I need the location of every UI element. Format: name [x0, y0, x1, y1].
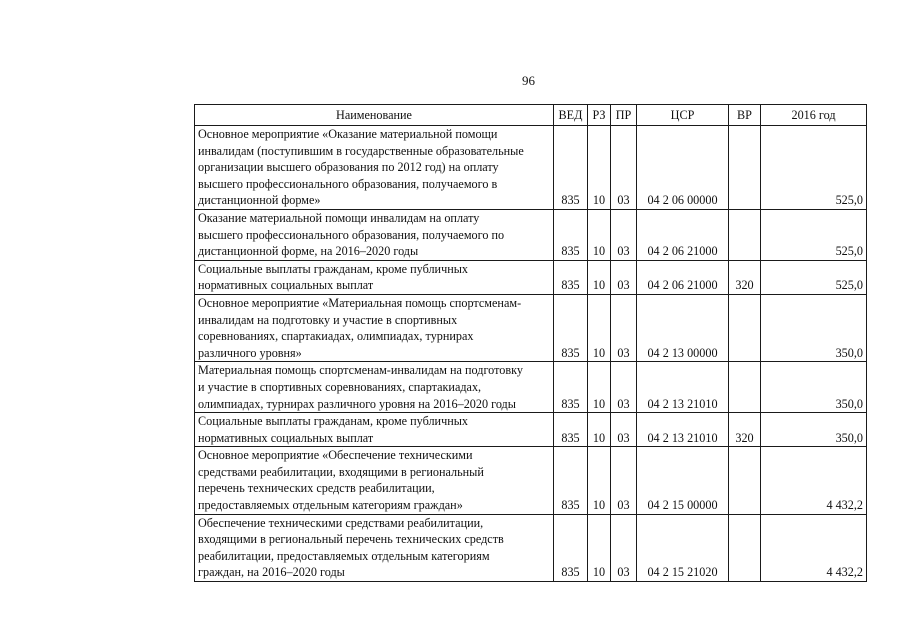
table-row	[195, 413, 867, 447]
row-rz-cell: 10	[588, 209, 611, 260]
row-name-line: Основное мероприятие «Оказание материальной помощи	[198, 127, 498, 141]
row-amount-cell: 4 432,2	[761, 514, 867, 581]
row-name-cell	[195, 413, 554, 447]
budget-table	[194, 104, 867, 582]
row-ved-cell: 835	[554, 362, 588, 413]
header-vr: ВР	[729, 105, 761, 126]
row-name-line: Материальная помощь спортсменам-инвалидам на подготовку	[198, 363, 523, 378]
row-name-line: инвалидам на подготовку и участие в спортивных	[198, 312, 458, 327]
row-vr-cell	[729, 209, 761, 260]
row-csr-cell: 04 2 13 21010	[637, 362, 729, 413]
header-name: Наименование	[195, 105, 554, 126]
row-vr-cell: 320	[729, 260, 761, 294]
row-pr-cell: 03	[611, 514, 637, 581]
row-name-cell	[195, 260, 554, 294]
row-pr-cell: 03	[611, 126, 637, 210]
table-header-row	[195, 105, 867, 126]
row-name-line: предоставляемых отдельным категориям граждан»	[198, 498, 463, 513]
row-rz-cell: 10	[588, 362, 611, 413]
row-vr-cell	[729, 126, 761, 210]
header-ved: ВЕД	[554, 105, 588, 126]
row-ved-cell: 835	[554, 514, 588, 581]
row-name-cell	[195, 126, 554, 210]
header-year: 2016 год	[761, 105, 867, 126]
row-name-line: и участие в спортивных соревнованиях, спартакиадах,	[198, 379, 482, 394]
row-name-line: граждан, на 2016–2020 годы	[198, 565, 345, 580]
row-pr-cell: 03	[611, 413, 637, 447]
row-ved-cell: 835	[554, 413, 588, 447]
table-row	[195, 514, 867, 581]
row-rz-cell: 10	[588, 260, 611, 294]
row-name-line: Социальные выплаты гражданам, кроме публичных	[198, 261, 468, 276]
row-name-line: Оказание материальной помощи инвалидам на оплату	[198, 210, 480, 225]
table-row	[195, 209, 867, 260]
row-ved-cell: 835	[554, 294, 588, 361]
row-name-line: соревнованиях, спартакиадах, олимпиадах, турнирах	[198, 329, 474, 344]
row-pr-cell: 03	[611, 209, 637, 260]
table-body	[195, 126, 867, 582]
row-csr-cell: 04 2 13 00000	[637, 294, 729, 361]
row-csr-cell: 04 2 06 00000	[637, 126, 729, 210]
table-row	[195, 362, 867, 413]
row-csr-cell: 04 2 06 21000	[637, 260, 729, 294]
row-name-line: инвалидам (поступившим в государственные образовательные	[198, 143, 524, 158]
row-pr-cell: 03	[611, 447, 637, 514]
row-name-line: нормативных социальных выплат	[198, 430, 374, 445]
row-rz-cell: 10	[588, 413, 611, 447]
row-name-cell	[195, 514, 554, 581]
row-ved-cell: 835	[554, 447, 588, 514]
header-rz: РЗ	[588, 105, 611, 126]
row-name-line: нормативных социальных выплат	[198, 278, 374, 293]
row-name-line: Социальные выплаты гражданам, кроме публичных	[198, 414, 468, 429]
table-row	[195, 126, 867, 210]
row-vr-cell	[729, 447, 761, 514]
row-rz-cell: 10	[588, 294, 611, 361]
row-name-cell	[195, 362, 554, 413]
row-name-line: дистанционной форме»	[198, 193, 321, 208]
table-row	[195, 447, 867, 514]
row-name-line: Основное мероприятие «Обеспечение техническими	[198, 448, 473, 463]
header-csr: ЦСР	[637, 105, 729, 126]
row-name-line: высшего профессионального образования, получаемого в	[198, 176, 498, 191]
row-amount-cell: 525,0	[761, 209, 867, 260]
row-rz-cell: 10	[588, 447, 611, 514]
row-amount-cell: 350,0	[761, 413, 867, 447]
row-name-cell	[195, 294, 554, 361]
row-name-cell	[195, 447, 554, 514]
row-vr-cell	[729, 294, 761, 361]
row-amount-cell: 525,0	[761, 260, 867, 294]
row-csr-cell: 04 2 15 00000	[637, 447, 729, 514]
row-name-line: Обеспечение техническими средствами реабилитации,	[198, 515, 484, 530]
row-amount-cell: 4 432,2	[761, 447, 867, 514]
row-csr-cell: 04 2 13 21010	[637, 413, 729, 447]
row-name-line: высшего профессионального образования, получаемого по	[198, 227, 505, 242]
row-amount-cell: 350,0	[761, 294, 867, 361]
row-rz-cell: 10	[588, 514, 611, 581]
row-pr-cell: 03	[611, 294, 637, 361]
row-rz-cell: 10	[588, 126, 611, 210]
row-ved-cell: 835	[554, 126, 588, 210]
table-row	[195, 294, 867, 361]
table-row	[195, 260, 867, 294]
row-name-line: входящими в региональный перечень технических средств	[198, 532, 504, 547]
row-name-line: дистанционной форме, на 2016–2020 годы	[198, 244, 419, 259]
row-csr-cell: 04 2 15 21020	[637, 514, 729, 581]
row-name-line: перечень технических средств реабилитации,	[198, 481, 435, 496]
row-name-line: реабилитации, предоставляемых отдельным категориям	[198, 548, 490, 563]
row-pr-cell: 03	[611, 362, 637, 413]
row-name-line: олимпиадах, турнирах различного уровня на 2016–2020 годы	[198, 396, 516, 411]
row-pr-cell: 03	[611, 260, 637, 294]
row-name-line: средствами реабилитации, входящими в региональный	[198, 464, 484, 479]
row-ved-cell: 835	[554, 209, 588, 260]
row-vr-cell	[729, 514, 761, 581]
row-name-line: различного уровня»	[198, 345, 302, 360]
row-amount-cell: 525,0	[761, 126, 867, 210]
row-amount-cell: 350,0	[761, 362, 867, 413]
row-name-cell	[195, 209, 554, 260]
header-pr: ПР	[611, 105, 637, 126]
row-vr-cell	[729, 362, 761, 413]
row-name-line: Основное мероприятие «Материальная помощь спортсменам-	[198, 295, 522, 310]
row-vr-cell: 320	[729, 413, 761, 447]
page-number: 96	[522, 73, 535, 88]
row-csr-cell: 04 2 06 21000	[637, 209, 729, 260]
row-ved-cell: 835	[554, 260, 588, 294]
row-name-line: организации высшего образования по 2012 год) на оплату	[198, 160, 499, 175]
